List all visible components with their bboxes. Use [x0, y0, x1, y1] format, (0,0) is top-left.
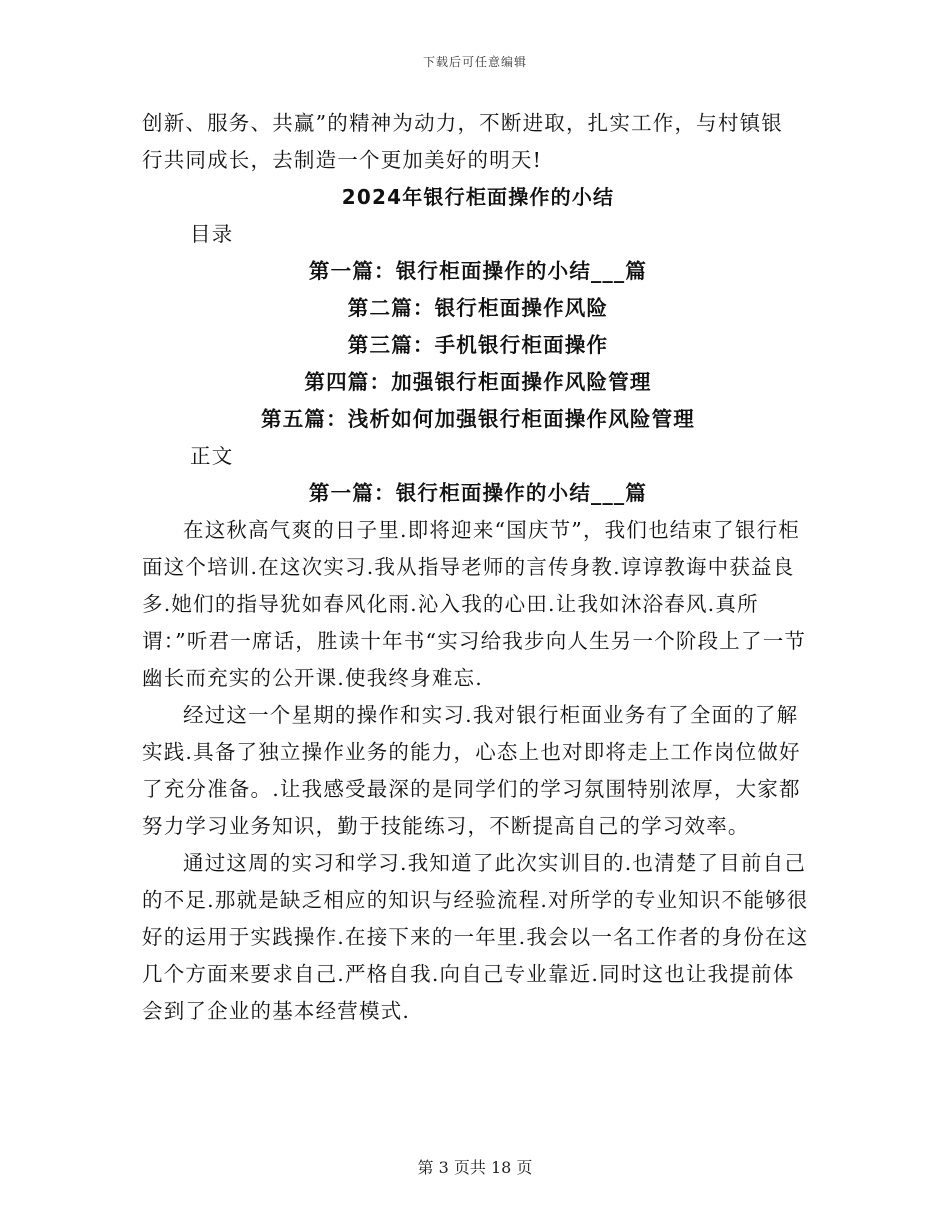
body-label: 正文	[190, 444, 234, 468]
toc-item: 第五篇：浅析如何加强银行柜面操作风险管理	[261, 407, 695, 431]
section-heading: 第一篇：银行柜面操作的小结___篇	[308, 481, 648, 505]
toc-item: 第二篇：银行柜面操作风险	[347, 296, 609, 320]
document-body	[142, 105, 814, 1030]
paragraph: 经过这一个星期的操作和实习.我对银行柜面业务有了全面的了解实践.具备了独立操作业务的能力，心态上也对即将走上工作岗位做好了充分准备。.让我感受最深的是同学们的学习氛围特别浓厚，大家都努力学习业务知识，勤于技能练习，不断提高自己的学习效率。	[142, 703, 801, 838]
toc-label: 目录	[190, 222, 234, 246]
toc-item: 第四篇：加强银行柜面操作风险管理	[304, 370, 652, 394]
paragraph: 通过这周的实习和学习.我知道了此次实训目的.也清楚了目前自己的不足.那就是缺乏相应的知识与经验流程.对所学的专业知识不能够很好的运用于实践操作.在接下来的一年里.我会以一名工作者的身份在这几个方面来要求自己.严格自我.向自己专业靠近.同时这也让我提前体会到了企业的基本经营模式.	[142, 851, 809, 1023]
document-title: 2024年银行柜面操作的小结	[341, 185, 615, 209]
intro-line-2: 行共同成长，去制造一个更加美好的明天!	[142, 148, 543, 172]
intro-line-1: 创新、服务、共赢”的精神为动力，不断进取，扎实工作，与村镇银	[142, 111, 783, 135]
toc-item: 第一篇：银行柜面操作的小结___篇	[308, 259, 648, 283]
paragraph: 在这秋高气爽的日子里.即将迎来“国庆节”，我们也结束了银行柜面这个培训.在这次实习.我从指导老师的言传身教.谆谆教诲中获益良多.她们的指导犹如春风化雨.沁入我的心田.让我如沐浴春风.真所谓：”听君一席话，胜读十年书“实习给我步向人生另一个阶段上了一节幽长而充实的公开课.使我终身难忘.	[142, 518, 807, 690]
page-header: 下载后可任意编辑	[422, 55, 527, 69]
page-footer: 第 3 页共 18 页	[417, 1158, 533, 1177]
toc-item: 第三篇：手机银行柜面操作	[347, 333, 609, 357]
